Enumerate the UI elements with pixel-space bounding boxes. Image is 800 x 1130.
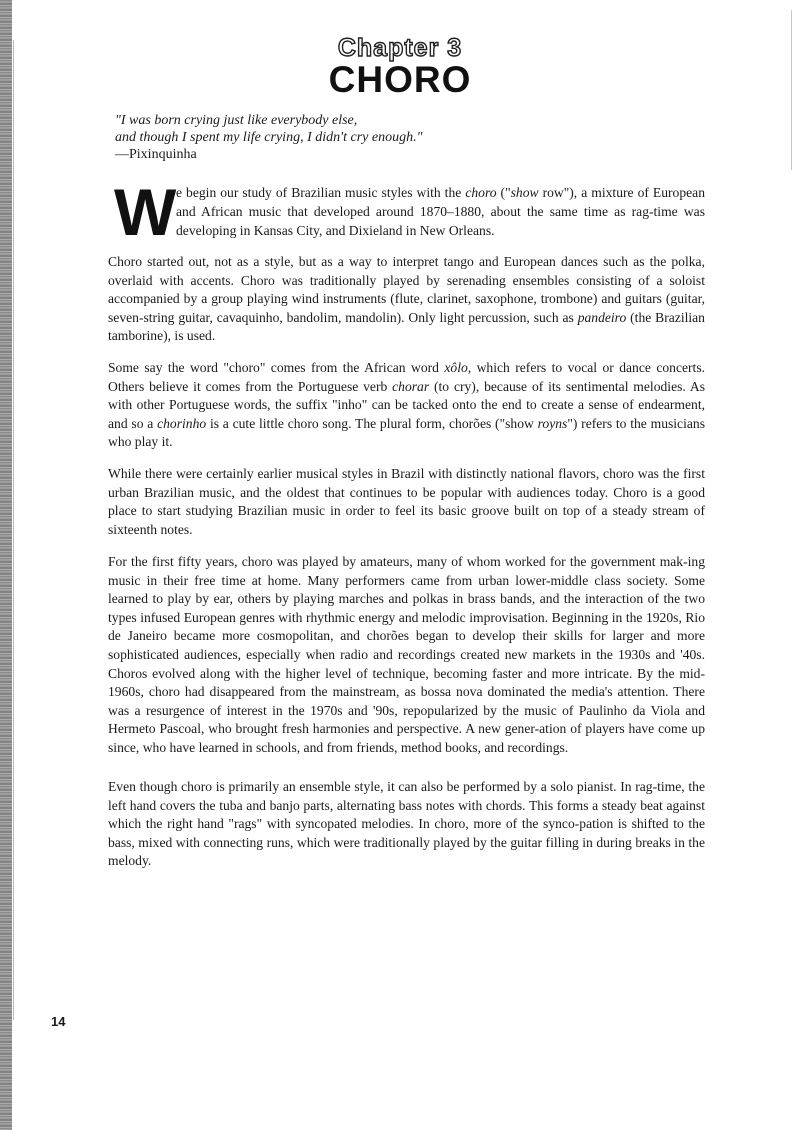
paragraph-5	[108, 778, 705, 871]
scan-edge-right	[791, 10, 792, 170]
p1-text-after: (the Brazilian tamborine), is used.	[108, 309, 705, 344]
p2-text-5: ") refers to the musicians who play it.	[108, 415, 705, 450]
p2-emph-2: chorar	[392, 378, 430, 394]
paragraph-1	[108, 253, 705, 346]
paragraph-3	[108, 465, 705, 539]
p2-text-4: is a cute little choro song. The plural form, chorões ("show	[206, 415, 538, 431]
paragraph-4	[108, 553, 705, 758]
epigraph-line-1: "I was born crying just like everybody else,	[115, 113, 358, 128]
intro-paragraph	[176, 183, 705, 240]
scan-edge-left	[0, 0, 12, 1130]
drop-cap: W	[114, 175, 177, 249]
page-number: 14	[51, 1014, 66, 1029]
scan-edge-line	[13, 40, 14, 1020]
p2-text-2: , which refers to vocal or dance concerts. Others believe it comes from the Portuguese verb	[108, 360, 706, 394]
chapter-header	[300, 34, 500, 100]
p3-text: While there were certainly earlier musical styles in Brazil with distinctly national flavors, choro was the first urban Brazilian music, and the oldest that continues to be popular with audiences today. Choro is a good place to start studying Brazilian music in order to feel its basic groove built on top of a steady stream of sixteenth notes.	[108, 466, 705, 537]
intro-paren: ("	[496, 185, 511, 200]
epigraph-line-2: and though I spent my life crying, I didn't cry enough."	[115, 130, 423, 145]
chapter-label: Chapter 3	[337, 34, 463, 62]
paragraph-2	[108, 359, 705, 452]
epigraph-attribution: —Pixinquinha	[115, 147, 197, 162]
p2-text-1: Some say the word "choro" comes from the African word	[108, 360, 445, 375]
p2-text-3: (to cry), because of its sentimental melodies. As with other Portuguese words, the suffix "inho" can be tacked onto the end to create a sense of endearment, and so a	[108, 378, 705, 431]
intro-text-after: row"), a mixture of European and African music that developed around 1870–1880, about the same time as rag-time was developing in Kansas City, and Dixieland in New Orleans.	[176, 185, 705, 238]
p4-text: For the first fifty years, choro was played by amateurs, many of whom worked for the government mak-ing music in their free time at home. Many performers came from urban lower-middle class society. Some learned to play by ear, others by playing marches and polkas in brass bands, and the interaction of the two types infused European genres with rhythmic energy and melodic improvisation. Beginning in the 1920s, Rio de Janeiro became more cosmopolitan, and chorões began to develop their skills for larger and more sophisticated audiences, especially when radio and recordings created new markets in the 1930s and '40s. Choros evolved along with the higher level of technique, becoming faster and more intricate. By the mid-1960s, choro had disappeared from the mainstream, as bossa nova dominated the media's attention. There was a resurgence of interest in the 1970s and '90s, repopularized by the music of Paulinho da Viola and Hermeto Pascoal, who brought fresh harmonies and perspective. A new gener-ation of players have come up since, who have learned in schools, and from friends, method books, and recordings.	[108, 554, 705, 755]
p2-emph-1: xôlo	[444, 360, 468, 375]
p2-emph-4: royns	[537, 415, 568, 431]
chapter-title: CHORO	[328, 59, 472, 100]
intro-pronunciation: show	[510, 185, 539, 200]
intro-emph: choro	[465, 185, 497, 200]
p1-text: Choro started out, not as a style, but as a way to interpret tango and European dances such as the polka, overlaid with accents. Choro was traditionally played by serenading ensembles consisting of a soloist accompanied by a group playing wind instruments (flute, clarinet, saxophone, trombone) and guitars (guitar, seven-string guitar, cavaquinho, bandolim, mandolin). Only light percussion, such as	[108, 254, 705, 325]
p2-emph-3: chorinho	[157, 415, 207, 431]
p5-text: Even though choro is primarily an ensemble style, it can also be performed by a solo pianist. In rag-time, the left hand covers the tuba and banjo parts, alternating bass notes with chords. This forms a steady beat against which the right hand "rags" with syncopated melodies. In choro, more of the synco-pation is shifted to the bass, mixed with connecting runs, which were traditionally played by the guitar filling in during breaks in the melody.	[108, 779, 705, 869]
p1-emph: pandeiro	[577, 309, 627, 325]
intro-text: e begin our study of Brazilian music styles with the	[176, 185, 466, 200]
epigraph	[115, 112, 675, 163]
